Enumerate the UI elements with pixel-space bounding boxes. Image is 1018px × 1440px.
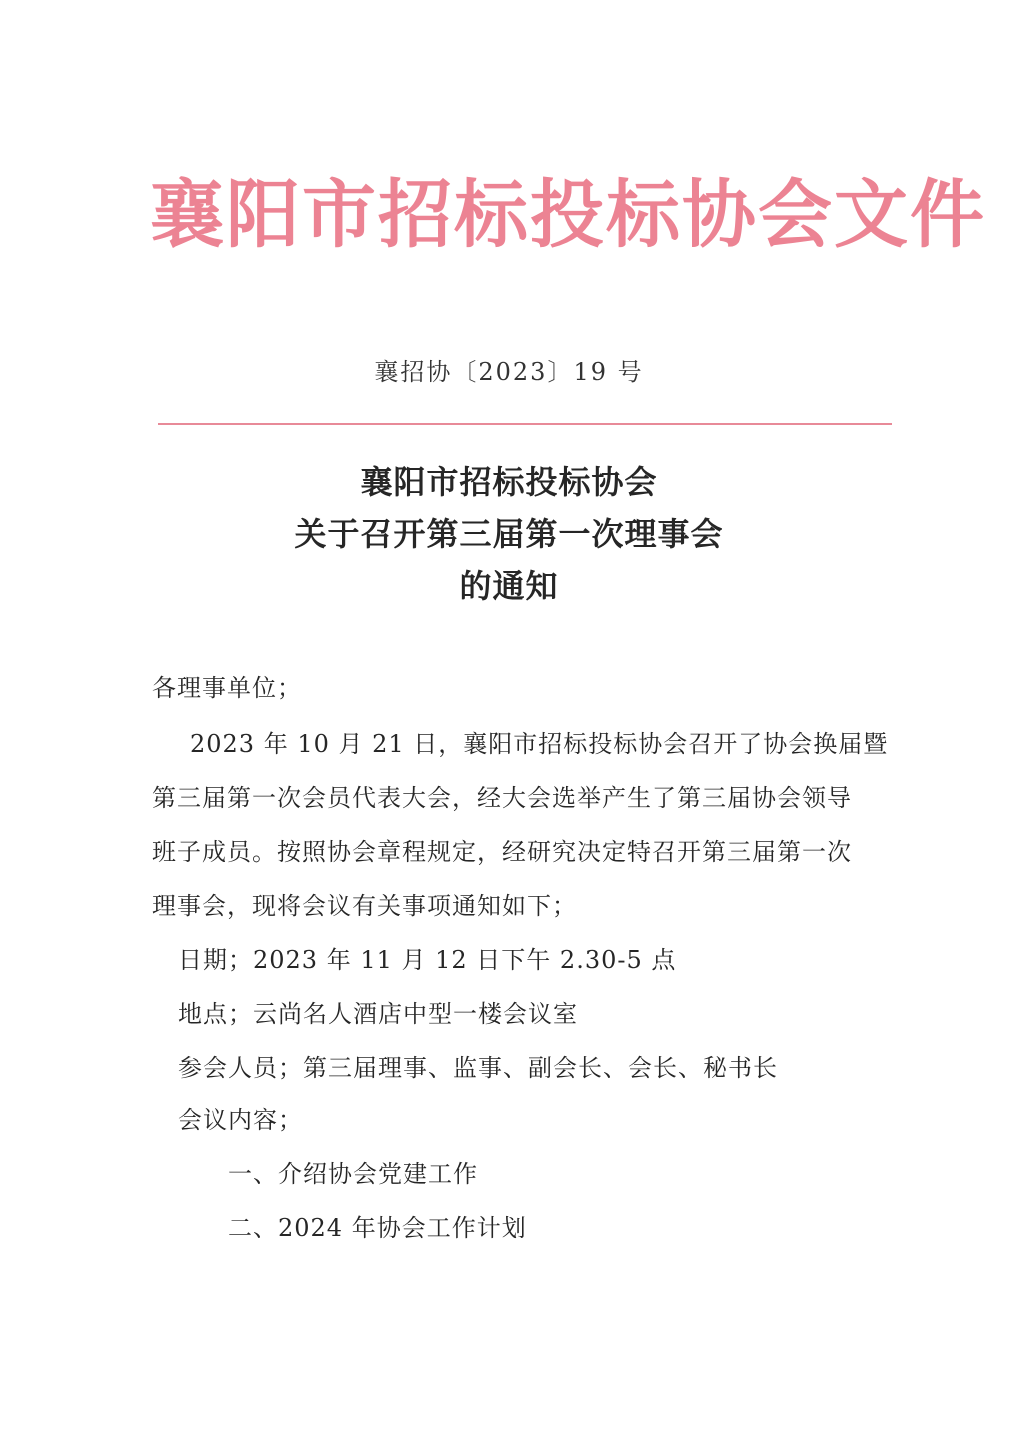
title-line-2: 关于召开第三届第一次理事会	[294, 515, 724, 553]
content-item-2: 二、2024 年协会工作计划	[228, 1214, 527, 1242]
title-line-3: 的通知	[459, 567, 559, 605]
notice-title	[0, 456, 1018, 612]
org-header-title: 襄阳市招标投标协会文件	[150, 172, 986, 258]
salutation: 各理事单位；	[152, 674, 302, 702]
paragraph-line-3: 班子成员。按照协会章程规定，经研究决定特召开第三届第一次	[152, 838, 852, 866]
paragraph-line-1: 2023 年 10 月 21 日，襄阳市招标投标协会召开了协会换届暨	[190, 730, 889, 758]
paragraph-line-2: 第三届第一次会员代表大会，经大会选举产生了第三届协会领导	[152, 784, 852, 812]
meeting-content-label: 会议内容；	[178, 1106, 303, 1134]
paragraph-line-4: 理事会，现将会议有关事项通知如下；	[152, 892, 577, 920]
meeting-date: 日期；2023 年 11 月 12 日下午 2.30-5 点	[178, 946, 677, 974]
meeting-place: 地点；云尚名人酒店中型一楼会议室	[178, 1000, 578, 1028]
document-number: 襄招协〔2023〕19 号	[374, 358, 644, 386]
title-line-1: 襄阳市招标投标协会	[360, 463, 658, 501]
content-item-1: 一、介绍协会党建工作	[228, 1160, 478, 1188]
meeting-attendees: 参会人员；第三届理事、监事、副会长、会长、秘书长	[178, 1054, 778, 1082]
red-divider-line	[158, 423, 892, 425]
